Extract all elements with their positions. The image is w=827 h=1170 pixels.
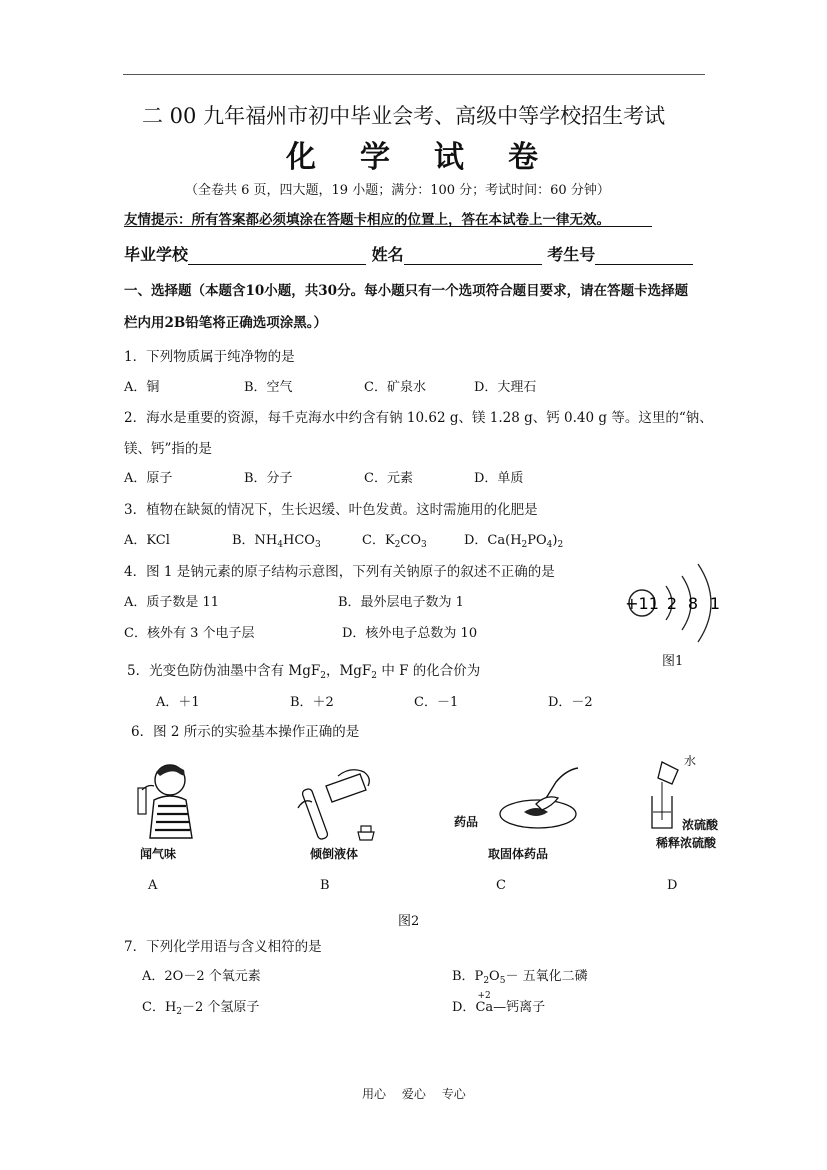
q1-option-a: A．铜: [124, 380, 160, 395]
nucleus-charge: +11: [625, 594, 659, 613]
panel-a-label: 闻气味: [140, 847, 177, 861]
q3-stem: 3．植物在缺氮的情况下，生长迟缓、叶色发黄。这时需施用的化肥是: [124, 502, 538, 518]
q1-option-d: D．大理石: [474, 380, 537, 395]
q2-stem-cont: 镁、钙”指的是: [124, 441, 212, 457]
calcium-charge: +2: [477, 991, 491, 1001]
q5-option-d: D．－2: [548, 695, 593, 710]
panel-c-letter: C: [496, 878, 506, 893]
q4-option-d: D．核外电子总数为 10: [342, 626, 478, 641]
q7-option-c: C．$H_2-2$ 个氢原子: [142, 1000, 260, 1017]
q3-option-a: A．KCl: [124, 533, 170, 548]
q2-stem: 2．海水是重要的资源，每千克海水中约含有钠 10.62 g、镁 1.28 g、钙 0.40 g 等。这里的“钠、: [124, 410, 713, 426]
panel-d-water-tag: 水: [684, 754, 697, 768]
q7-option-d: D． +2 Ca—钙离子: [452, 991, 546, 1015]
panel-b-letter: B: [320, 878, 330, 893]
section1-heading: 一、选择题（本题含10小题，共30分。每小题只有一个选项符合题目要求，请在答题卡选择题: [124, 283, 689, 299]
name-label: 姓名: [371, 245, 404, 264]
q4-stem: 4．图 1 是钠元素的原子结构示意图，下列有关钠原子的叙述不正确的是: [124, 564, 555, 580]
q3-option-b: B．$NH_4HCO_3$: [232, 533, 321, 550]
take-solid-illustration: [496, 764, 586, 834]
q7-option-b: B．$P_2O_5-$ 五氧化二磷: [452, 969, 588, 986]
q5-option-c: C．－1: [414, 695, 459, 710]
page-footer: [362, 1085, 478, 1102]
shell-3-electrons: 1: [709, 594, 721, 613]
q5-option-b: B．＋2: [290, 695, 334, 710]
footer-item: 爱心: [401, 1087, 426, 1101]
name-field[interactable]: [404, 248, 542, 265]
figure1-caption: 图1: [662, 654, 684, 669]
q1-stem: 1．下列物质属于纯净物的是: [124, 349, 295, 365]
q2-option-b: B．分子: [244, 471, 293, 486]
q4-option-b: B．最外层电子数为 1: [338, 595, 464, 610]
shell-2-electrons: 8: [687, 594, 699, 613]
q6-stem: 6．图 2 所示的实验基本操作正确的是: [131, 724, 360, 740]
q2-option-a: A．原子: [124, 471, 173, 486]
q1-option-c: C．矿泉水: [364, 380, 426, 395]
exam-title: 二 00 九年福州市初中毕业会考、高级中等学校招生考试: [142, 104, 666, 128]
panel-d-label: 稀释浓硫酸: [656, 836, 717, 850]
pour-liquid-illustration: [290, 768, 380, 844]
exam-no-label: 考生号: [547, 245, 596, 264]
school-label: 毕业学校: [124, 245, 189, 264]
panel-c-reagent-tag: 药品: [454, 815, 479, 829]
top-rule: [123, 74, 705, 75]
shell-1-electrons: 2: [666, 594, 678, 613]
q2-option-d: D．单质: [474, 471, 524, 486]
q4-option-c: C．核外有 3 个电子层: [124, 626, 255, 641]
panel-b-label: 倾倒液体: [310, 847, 359, 861]
student-info-row: [124, 242, 693, 265]
friendly-tip: 友情提示：所有答案都必须填涂在答题卡相应的位置上，答在本试卷上一律无效。: [124, 212, 610, 228]
q5-stem: 5．光变色防伪油墨中含有 MgF$_2$，MgF$_2$ 中 F 的化合价为: [127, 663, 481, 681]
footer-item: 专心: [441, 1087, 466, 1101]
exam-info: （全卷共 6 页，四大题，19 小题；满分：100 分；考试时间：60 分钟）: [185, 183, 610, 198]
q7-option-a: A．2O－2 个氧元素: [142, 969, 261, 984]
panel-c-label: 取固体药品: [488, 847, 549, 861]
panel-a-letter: A: [148, 878, 158, 893]
q3-option-c: C．$K_2CO_3$: [362, 533, 427, 550]
q7-stem: 7．下列化学用语与含义相符的是: [124, 939, 322, 955]
paper-title: 化学试卷: [286, 140, 582, 175]
figure2-caption: 图2: [398, 914, 420, 929]
smell-gas-illustration: [128, 760, 198, 845]
footer-item: 用心: [362, 1087, 387, 1101]
q3-option-d: D．$Ca(H_2PO_4)_2$: [464, 533, 564, 550]
section1-heading-cont: 栏内用2B铅笔将正确选项涂黑。）: [124, 315, 328, 331]
tip-underline: [124, 226, 652, 227]
q1-option-b: B．空气: [244, 380, 293, 395]
q5-option-a: A．＋1: [156, 695, 200, 710]
exam-no-field[interactable]: [595, 248, 693, 265]
q4-option-a: A．质子数是 11: [124, 595, 220, 610]
school-field[interactable]: [188, 248, 366, 265]
panel-d-letter: D: [667, 878, 678, 893]
q2-option-c: C．元素: [364, 471, 413, 486]
panel-d-acid-tag: 浓硫酸: [682, 818, 719, 832]
